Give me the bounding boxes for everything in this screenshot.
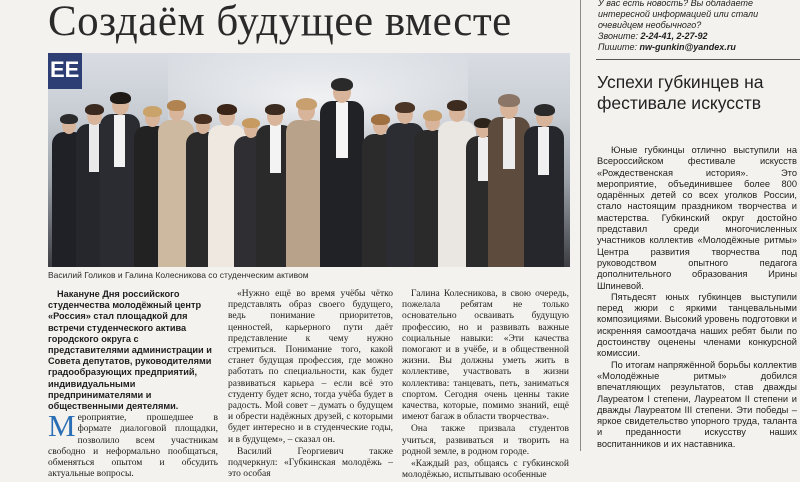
festival-article-body xyxy=(597,145,797,450)
body-paragraph-4: Она также призвала студентов учиться, развиваться и творить на родной земле, в родном городе. xyxy=(402,424,569,457)
sidebar-divider xyxy=(596,59,800,60)
column-3 xyxy=(402,289,569,482)
person-shirt xyxy=(538,127,549,175)
person-hair xyxy=(296,98,317,110)
person-hair xyxy=(167,100,186,111)
person-shirt xyxy=(478,137,488,181)
person-shirt xyxy=(336,102,348,158)
person-hair xyxy=(217,104,237,115)
screen-logo-text: EE xyxy=(50,57,80,82)
column-2 xyxy=(228,289,393,481)
person-hair xyxy=(265,104,285,115)
festival-paragraph-3: По итогам напряжённой борьбы коллектив «Молодёжные ритмы» добился впечатляющих результатов, став дважды Лауреатом I степени, Лауреатом II степени и дважды Лауреатом III степени. Эти победы – яркое свидетельство упорного труда, таланта и преданности искусству наших воспитанников и их наставника. xyxy=(597,359,797,449)
lead-paragraph: Накануне Дня российского студенчества молодёжный центр «Россия» стал площадкой для встречи студенческого актива городского округа с представителями администрации и Совета депутатов, руководителями градообразующих предприятий, индивидуальными предпринимателями и общественными деятелями. xyxy=(48,289,212,412)
person-shirt xyxy=(114,115,125,167)
body-paragraph-3: Галина Колесникова, в свою очередь, пожелала ребятам не только основательно осваивать будущую профессию, но и развивать важные социальные навыки: «Эти качества помогают и в учёбе, и в общественной жизни. Вы должны уметь жить в коллективе, участвовать в жизни коллектива: танцевать, петь, заниматься спортом. Сегодня очень ценны такие качества, которые, помимо знаний, ещё имеют багаж в области творчества». xyxy=(402,289,569,423)
body-paragraph-1 xyxy=(48,408,218,480)
quote-paragraph: «Нужно ещё во время учёбы чётко представлять образ своего будущего, ведь понимание приоритетов, ценностей, карьерного пути даёт представление к чему нужно стремиться. Понимание того, какой станет будущая профессия, где можно работать по специальности, как будет развиваться карьера – если всё это студенту будет ясно, тогда учёба будет в радость. Мой совет – думать о будущем и обрести надёжных друзей, с которыми будет интересно и в студенческие годы, и в будущем», – сказал он. xyxy=(228,289,393,445)
body-paragraph-5: «Каждый раз, общаясь с губкинской молодёжью, испытываю особенные xyxy=(402,459,569,481)
phone-line xyxy=(598,31,794,42)
drop-cap: М xyxy=(48,408,76,444)
email-address: nw-gunkin@yandex.ru xyxy=(639,42,736,52)
festival-paragraph-2: Пятьдесят юных губкинцев выступили перед жюри с яркими танцевальными композициями. Высокий уровень подготовки и искренняя самоотдача наших ребят были по достоинству оценены членами конкурсной комиссии. xyxy=(597,291,797,359)
person-hair xyxy=(498,94,520,107)
article-title-festival: Успехи губкинцев на фестивале искусств xyxy=(597,72,764,113)
person-shirt xyxy=(89,124,99,172)
person xyxy=(524,107,564,267)
phone-numbers: 2-24-41, 2-27-92 xyxy=(640,31,708,41)
person-hair xyxy=(534,104,555,116)
person-hair xyxy=(395,102,415,113)
person-hair xyxy=(447,100,467,111)
headline: Создаём будущее вместе xyxy=(48,0,512,45)
festival-paragraph-1: Юные губкинцы отлично выступили на Всероссийском фестивале искусств «Рождественская история». Это мероприятие, объединившее более 800 одарённых детей со всех уголков России, стало настоящим праздником творчества и мастерства. Губкинский округ достойно представил среди многочисленных участников коллектив «Молодёжные ритмы» Центра развития творчества под руководством опытного педагога дополнительного образования Ирины Шпиневой. xyxy=(597,145,797,291)
phone-label: Звоните: xyxy=(598,31,638,41)
news-tip-text: У вас есть новость? Вы обладаете интересной информацией или стали очевидцем необычного? xyxy=(598,0,759,30)
email-line xyxy=(598,42,794,53)
body-paragraph-2: Василий Георгиевич также подчеркнул: «Губкинская молодёжь – это особая xyxy=(228,446,393,480)
person-shirt xyxy=(503,118,515,169)
email-label: Пишите: xyxy=(598,42,638,52)
person-hair xyxy=(110,92,131,104)
body-paragraph-1-text: ероприятие, прошедшее в формате диалоговой площадки, позволило всем участникам свободно и неформально пообщаться, обменяться опытом и обсудить актуальные вопросы. xyxy=(48,413,218,480)
person-shirt xyxy=(270,125,281,173)
person xyxy=(320,81,364,267)
person-hair xyxy=(331,78,353,91)
news-tip-box xyxy=(598,0,794,53)
group-photo xyxy=(48,53,570,267)
photo-caption: Василий Голиков и Галина Колесникова со студенческим активом xyxy=(48,270,309,280)
screen-background xyxy=(48,53,82,89)
column-1 xyxy=(48,289,218,481)
column-divider xyxy=(580,0,581,451)
